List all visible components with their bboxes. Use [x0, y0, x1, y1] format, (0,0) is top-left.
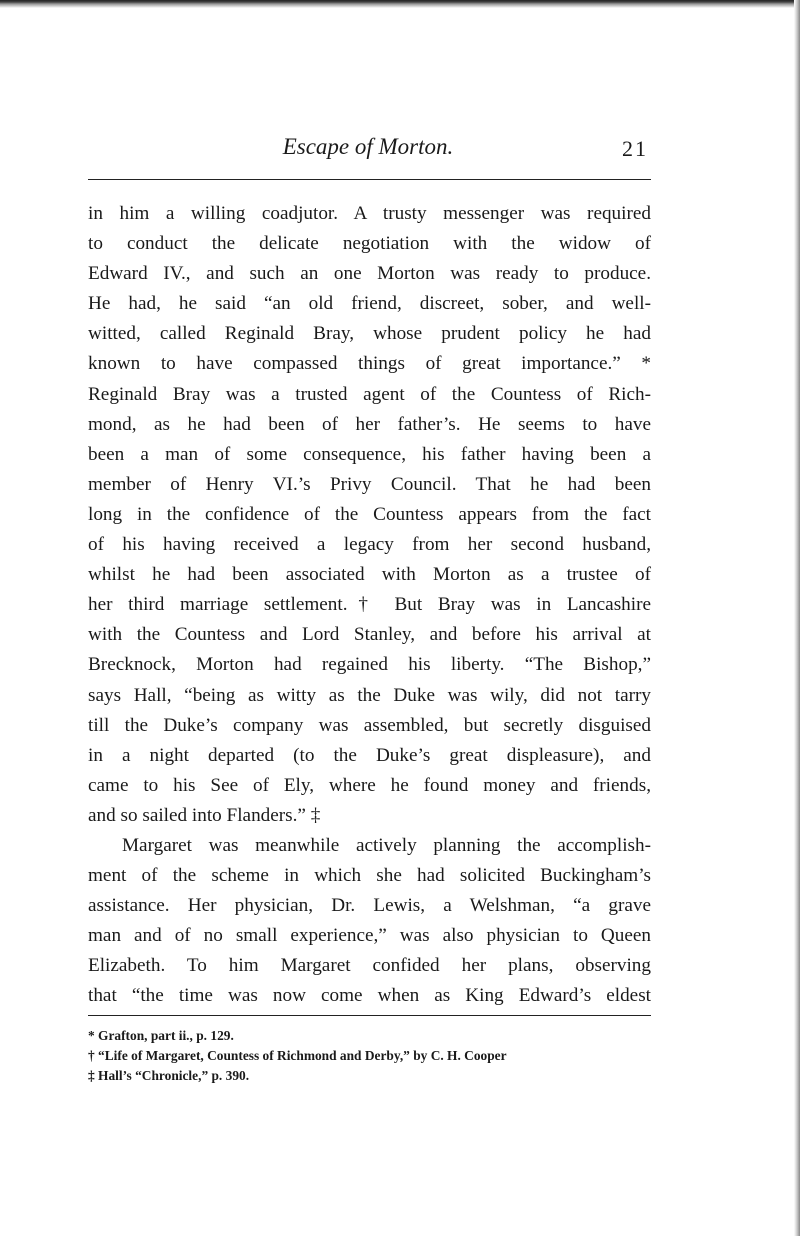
text-line: assistance. Her physician, Dr. Lewis, a Welshman, “a grave — [88, 895, 651, 917]
text-line: He had, he said “an old friend, discreet, sober, and well- — [88, 293, 651, 315]
text-line: man and of no small experience,” was also physician to Queen — [88, 925, 651, 947]
text-line: whilst he had been associated with Morton as a trustee of — [88, 564, 651, 586]
text-line: in him a willing coadjutor. A trusty messenger was required — [88, 203, 651, 224]
text-line: been a man of some consequence, his father having been a — [88, 443, 651, 465]
text-line: says Hall, “being as witty as the Duke was wily, did not tarry — [88, 684, 651, 706]
text-line: Reginald Bray was a trusted agent of the Countess of Rich- — [88, 383, 651, 405]
text-line: ment of the scheme in which she had solicited Buckingham’s — [88, 865, 651, 887]
scan-top-edge — [0, 0, 800, 8]
text-line: long in the confidence of the Countess appears from the fact — [88, 503, 651, 525]
page-header — [88, 134, 648, 164]
text-line: known to have compassed things of great importance.” * — [88, 353, 651, 375]
text-line: of his having received a legacy from her second husband, — [88, 534, 651, 556]
header-rule — [88, 179, 651, 180]
running-title: Escape of Morton. — [282, 134, 454, 159]
text-line: in a night departed (to the Duke’s great displeasure), and — [88, 744, 651, 766]
text-line: mond, as he had been of her father’s. He seems to have — [88, 413, 651, 435]
page-number: 21 — [622, 136, 648, 161]
text-line: Edward IV., and such an one Morton was ready to produce. — [88, 263, 651, 285]
text-line: Elizabeth. To him Margaret confided her plans, observing — [88, 955, 651, 977]
footnote-rule — [88, 1015, 651, 1016]
text-line: member of Henry VI.’s Privy Council. That he had been — [88, 473, 651, 495]
text-line: till the Duke’s company was assembled, but secretly disguised — [88, 714, 651, 736]
footnote: * Grafton, part ii., p. 129. — [88, 1028, 234, 1043]
footnote: ‡ Hall’s “Chronicle,” p. 390. — [88, 1068, 250, 1083]
text-line: witted, called Reginald Bray, whose prudent policy he had — [88, 323, 651, 345]
text-line: came to his See of Ely, where he found money and friends, — [88, 774, 651, 796]
text-line: her third marriage settlement.† But Bray was in Lancashire — [88, 594, 651, 616]
text-line: that “the time was now come when as King Edward’s eldest — [88, 985, 651, 1007]
footnote: † “Life of Margaret, Countess of Richmond and Derby,” by C. H. Cooper — [88, 1048, 507, 1063]
text-line: and so sailed into Flanders.” ‡ — [88, 804, 321, 826]
scan-right-edge — [794, 0, 800, 1236]
text-line: with the Countess and Lord Stanley, and before his arrival at — [88, 624, 651, 646]
text-line: Brecknock, Morton had regained his liberty. “The Bishop,” — [88, 654, 651, 676]
text-line: to conduct the delicate negotiation with the widow of — [88, 233, 651, 255]
text-line: Margaret was meanwhile actively planning the accomplish- — [122, 834, 651, 856]
body-text — [88, 199, 651, 1012]
footnotes — [88, 1026, 651, 1086]
